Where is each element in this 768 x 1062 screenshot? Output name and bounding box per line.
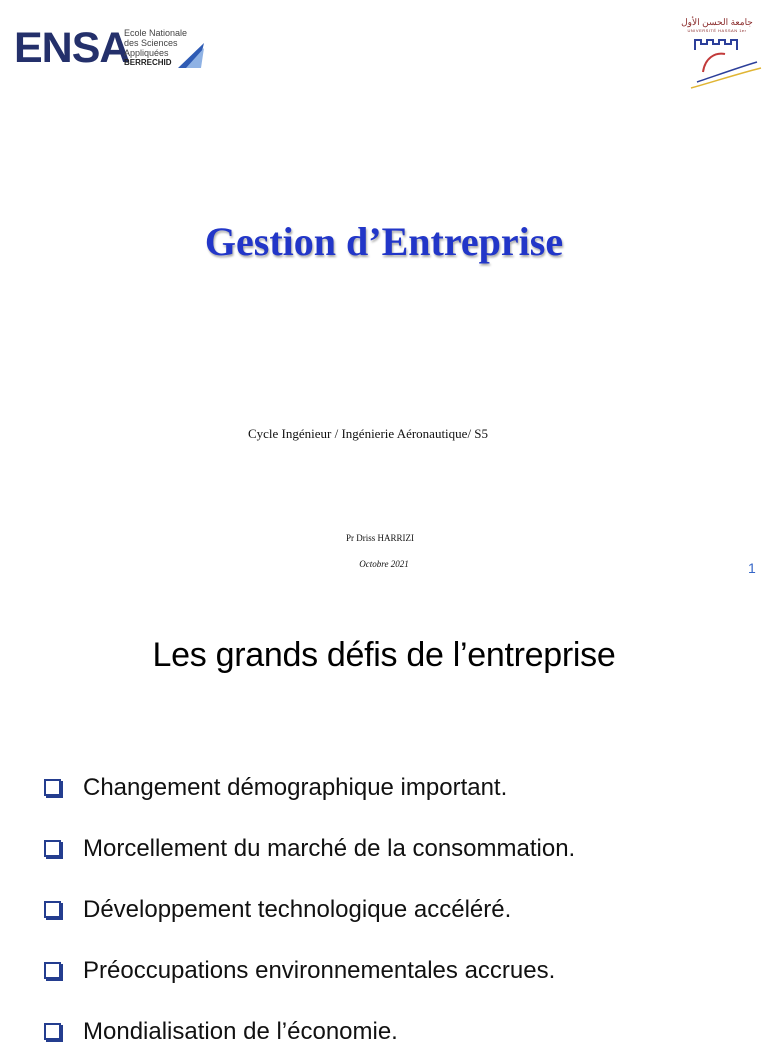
ensa-line-4: BERRECHID	[124, 58, 172, 67]
page-number: 1	[748, 560, 756, 576]
ensa-logo	[14, 26, 198, 70]
university-latin-name: UNIVERSITÉ HASSAN 1er	[687, 28, 747, 33]
university-hassan-1-logo	[667, 17, 765, 93]
list-item	[44, 757, 575, 818]
list-item	[44, 818, 575, 879]
challenges-list	[44, 757, 575, 1062]
list-item	[44, 940, 575, 1001]
list-item	[44, 1001, 575, 1062]
list-item-text: Changement démographique important.	[83, 773, 508, 801]
challenges-slide	[0, 585, 768, 1045]
presentation-title: Gestion d’Entreprise	[204, 219, 564, 264]
list-item-text: Développement technologique accéléré.	[83, 895, 512, 923]
ensa-arrow-icon	[172, 40, 210, 70]
checkbox-bullet-icon	[44, 1023, 61, 1040]
slide-heading: Les grands défis de l’entreprise	[152, 636, 616, 674]
university-arabic-name: جامعة الحسن الأول	[681, 17, 753, 27]
checkbox-bullet-icon	[44, 962, 61, 979]
ensa-wordmark: ENSA	[14, 24, 130, 72]
ensa-line-3: Appliquées	[124, 48, 169, 58]
checkbox-bullet-icon	[44, 840, 61, 857]
presenter-name: Pr Driss HARRIZI	[345, 533, 414, 543]
ensa-line-2: des Sciences	[124, 38, 178, 48]
list-item-text: Préoccupations environnementales accrues.	[83, 956, 556, 984]
list-item	[44, 879, 575, 940]
presentation-date: Octobre 2021	[359, 559, 409, 569]
checkbox-bullet-icon	[44, 901, 61, 918]
university-emblem-icon	[667, 34, 765, 93]
checkbox-bullet-icon	[44, 779, 61, 796]
course-subtitle: Cycle Ingénieur / Ingénierie Aéronautique/ S5	[247, 426, 489, 441]
list-item-text: Mondialisation de l’économie.	[83, 1017, 398, 1045]
ensa-line-1: Ecole Nationale	[124, 28, 188, 38]
list-item-text: Morcellement du marché de la consommation.	[83, 834, 576, 862]
